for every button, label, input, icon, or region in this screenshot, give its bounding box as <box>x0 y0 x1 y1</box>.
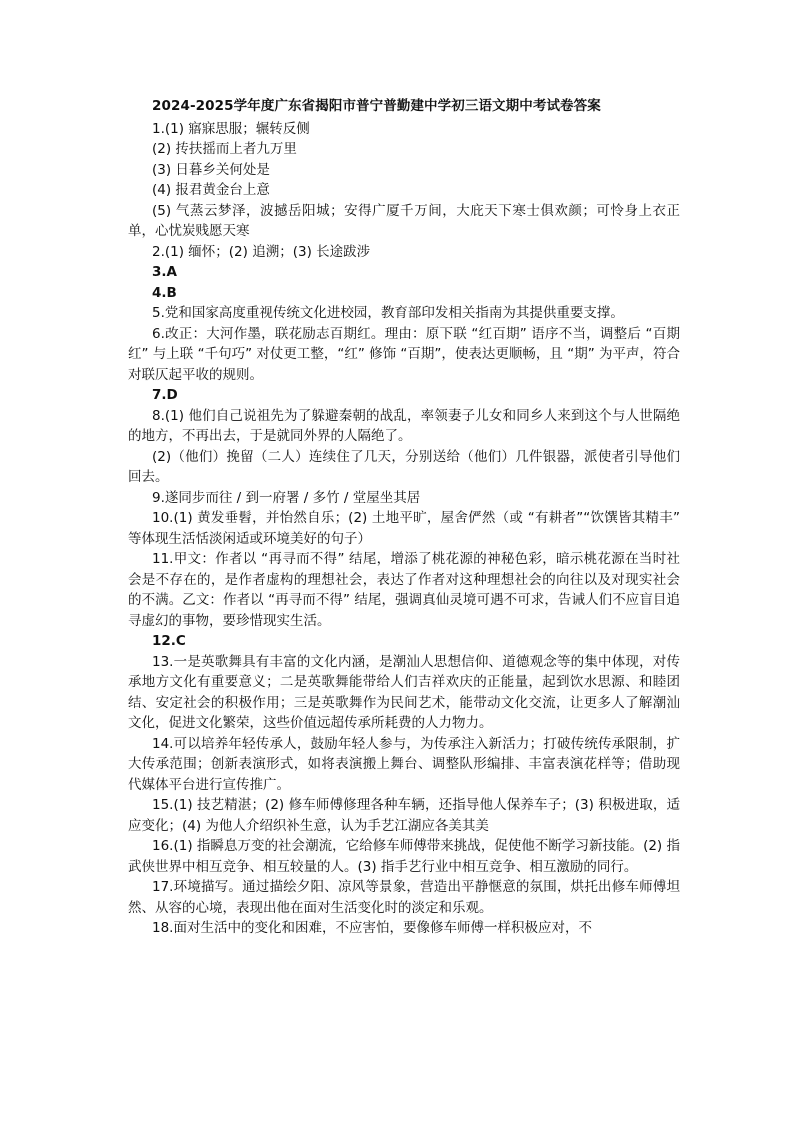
answer-line: 17.环境描写。通过描绘夕阳、凉风等景象，营造出平静惬意的氛围，烘托出修车师傅坦然、从容的心境，表现出他在面对生活变化时的淡定和乐观。 <box>128 879 680 916</box>
answer-line: (3) 日暮乡关何处是 <box>152 161 270 178</box>
answer-line: (4) 报君黄金台上意 <box>152 182 270 198</box>
answer-line: (5) 气蒸云梦泽，波撼岳阳城；安得广厦千万间，大庇天下寒士俱欢颜；可怜身上衣正单，心忧炭贱愿天寒 <box>128 202 680 239</box>
answer-line: 4.B <box>152 284 177 301</box>
answer-line: 7.D <box>152 387 178 403</box>
answer-line: 12.C <box>152 633 186 649</box>
answer-line: 6.改正：大河作墨，联花励志百期红。理由：原下联 “红百期” 语序不当，调整后 “百期红” 与上联 “千句巧” 对仗更工整，“红” 修饰 “百期”，使表达更顺畅，且 “期” 为平声，符合对联仄起平收的规则。 <box>128 325 680 383</box>
answer-line: 8.(1) 他们自己说祖先为了躲避秦朝的战乱，率领妻子儿女和同乡人来到这个与人世隔绝的地方，不再出去，于是就同外界的人隔绝了。 <box>128 407 680 444</box>
answer-line: 18.面对生活中的变化和困难，不应害怕，要像修车师傅一样积极应对，不 <box>152 920 592 936</box>
answer-line: 9.遂同步而往 / 到一府署 / 多竹 / 堂屋坐其居 <box>152 489 421 506</box>
answer-line: 5.党和国家高度重视传统文化进校园，教育部印发相关指南为其提供重要支撑。 <box>152 305 624 321</box>
answer-line: (2)（他们）挽留（二人）连续住了几天，分别送给（他们）几件银器，派使者引导他们回去。 <box>128 448 680 485</box>
answer-line: 13.一是英歌舞具有丰富的文化内涵，是潮汕人思想信仰、道德观念等的集中体现，对传承地方文化有重要意义；二是英歌舞能带给人们吉祥欢庆的正能量，起到饮水思源、和睦团结、安定社会的积极作用；三是英歌舞作为民间艺术，能带动文化交流，让更多人了解潮汕文化，促进文化繁荣，这些价值远超传承所耗费的人力物力。 <box>128 653 680 731</box>
answer-line: 1.(1) 寤寐思服；辗转反侧 <box>152 120 310 137</box>
answer-line: 14.可以培养年轻传承人，鼓励年轻人参与，为传承注入新活力；打破传统传承限制，扩大传承范围；创新表演形式，如将表演搬上舞台、调整队形编排、丰富表演花样等；借助现代媒体平台进行宣传推广。 <box>128 735 680 793</box>
answer-line: 15.(1) 技艺精湛；(2) 修车师傅修理各种车辆，还指导他人保养车子；(3) 积极进取，适应变化；(4) 为他人介绍织补生意，认为手艺江湖应各美其美 <box>128 797 680 834</box>
answer-line: 2.(1) 缅怀；(2) 追溯；(3) 长途跋涉 <box>152 243 371 260</box>
answer-line: 10.(1) 黄发垂髫，并怡然自乐；(2) 土地平旷，屋舍俨然（或 “有耕者”“饮馔皆其精丰” 等体现生活恬淡闲适或环境美好的句子） <box>128 510 680 547</box>
answer-line: 3.A <box>152 264 177 280</box>
document-title: 2024-2025学年度广东省揭阳市普宁普勤建中学初三语文期中考试卷答案 <box>152 98 601 114</box>
answer-line: 16.(1) 指瞬息万变的社会潮流，它给修车师傅带来挑战，促使他不断学习新技能。(2) 指武侠世界中相互竞争、相互较量的人。(3) 指手艺行业中相互竞争、相互激励的同行。 <box>128 838 680 875</box>
answer-line: (2) 抟扶摇而上者九万里 <box>152 141 297 157</box>
answer-document <box>128 96 680 939</box>
answer-line: 11.甲文：作者以 “再寻而不得” 结尾，增添了桃花源的神秘色彩，暗示桃花源在当时社会是不存在的，是作者虚构的理想社会，表达了作者对这种理想社会的向往以及对现实社会的不满。乙文：作者以 “再寻而不得” 结尾，强调真仙灵境可遇不可求，告诫人们不应盲目追寻虚幻的事物，要珍惜现实生活。 <box>128 551 680 629</box>
